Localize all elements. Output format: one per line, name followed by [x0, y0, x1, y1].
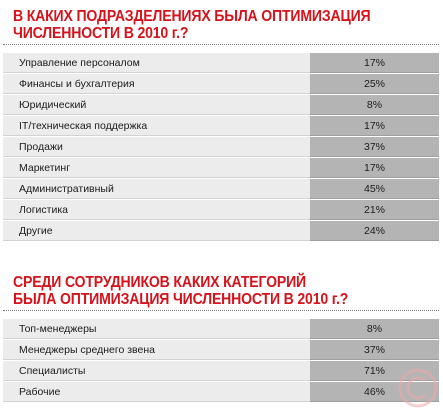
row-label: Юридический [3, 95, 310, 115]
row-label: Топ-менеджеры [3, 319, 310, 339]
row-value: 21% [310, 200, 439, 220]
title-line: ЧИСЛЕННОСТИ В 2010 г.? [13, 25, 189, 42]
section-title-departments [13, 8, 370, 42]
row-label: Менеджеры среднего звена [3, 340, 310, 360]
row-label: Другие [3, 221, 310, 241]
row-label: Управление персоналом [3, 53, 310, 73]
dotted-divider [3, 44, 439, 45]
row-value: 8% [310, 95, 439, 115]
table-row [3, 200, 439, 221]
table-row [3, 53, 439, 74]
categories-table [3, 319, 439, 403]
title-line: СРЕДИ СОТРУДНИКОВ КАКИХ КАТЕГОРИЙ [13, 274, 306, 291]
table-row [3, 95, 439, 116]
row-value: 17% [310, 158, 439, 178]
table-row [3, 116, 439, 137]
table-row [3, 158, 439, 179]
row-label: Специалисты [3, 361, 310, 381]
table-row [3, 340, 439, 361]
row-label: Рабочие [3, 382, 310, 402]
row-label: Финансы и бухгалтерия [3, 74, 310, 94]
row-label: Продажи [3, 137, 310, 157]
copyright-icon [397, 367, 439, 409]
departments-table [3, 53, 439, 242]
row-label: Административный [3, 179, 310, 199]
row-value: 17% [310, 53, 439, 73]
row-label: Маркетинг [3, 158, 310, 178]
table-row [3, 221, 439, 242]
row-value: 37% [310, 340, 439, 360]
row-label: IT/техническая поддержка [3, 116, 310, 136]
table-row [3, 179, 439, 200]
dotted-divider [3, 310, 439, 311]
row-value: 46% [310, 382, 439, 402]
row-value: 37% [310, 137, 439, 157]
title-line: В КАКИХ ПОДРАЗДЕЛЕНИЯХ БЫЛА ОПТИМИЗАЦИЯ [13, 8, 371, 25]
table-row [3, 74, 439, 95]
table-row [3, 137, 439, 158]
row-value: 45% [310, 179, 439, 199]
table-row [3, 361, 439, 382]
section-title-categories [13, 274, 348, 308]
table-row [3, 382, 439, 403]
row-label: Логистика [3, 200, 310, 220]
table-row [3, 319, 439, 340]
row-value: 71% [310, 361, 439, 381]
row-value: 25% [310, 74, 439, 94]
title-line: БЫЛА ОПТИМИЗАЦИЯ ЧИСЛЕННОСТИ В 2010 г.? [13, 291, 349, 308]
row-value: 24% [310, 221, 439, 241]
row-value: 8% [310, 319, 439, 339]
row-value: 17% [310, 116, 439, 136]
